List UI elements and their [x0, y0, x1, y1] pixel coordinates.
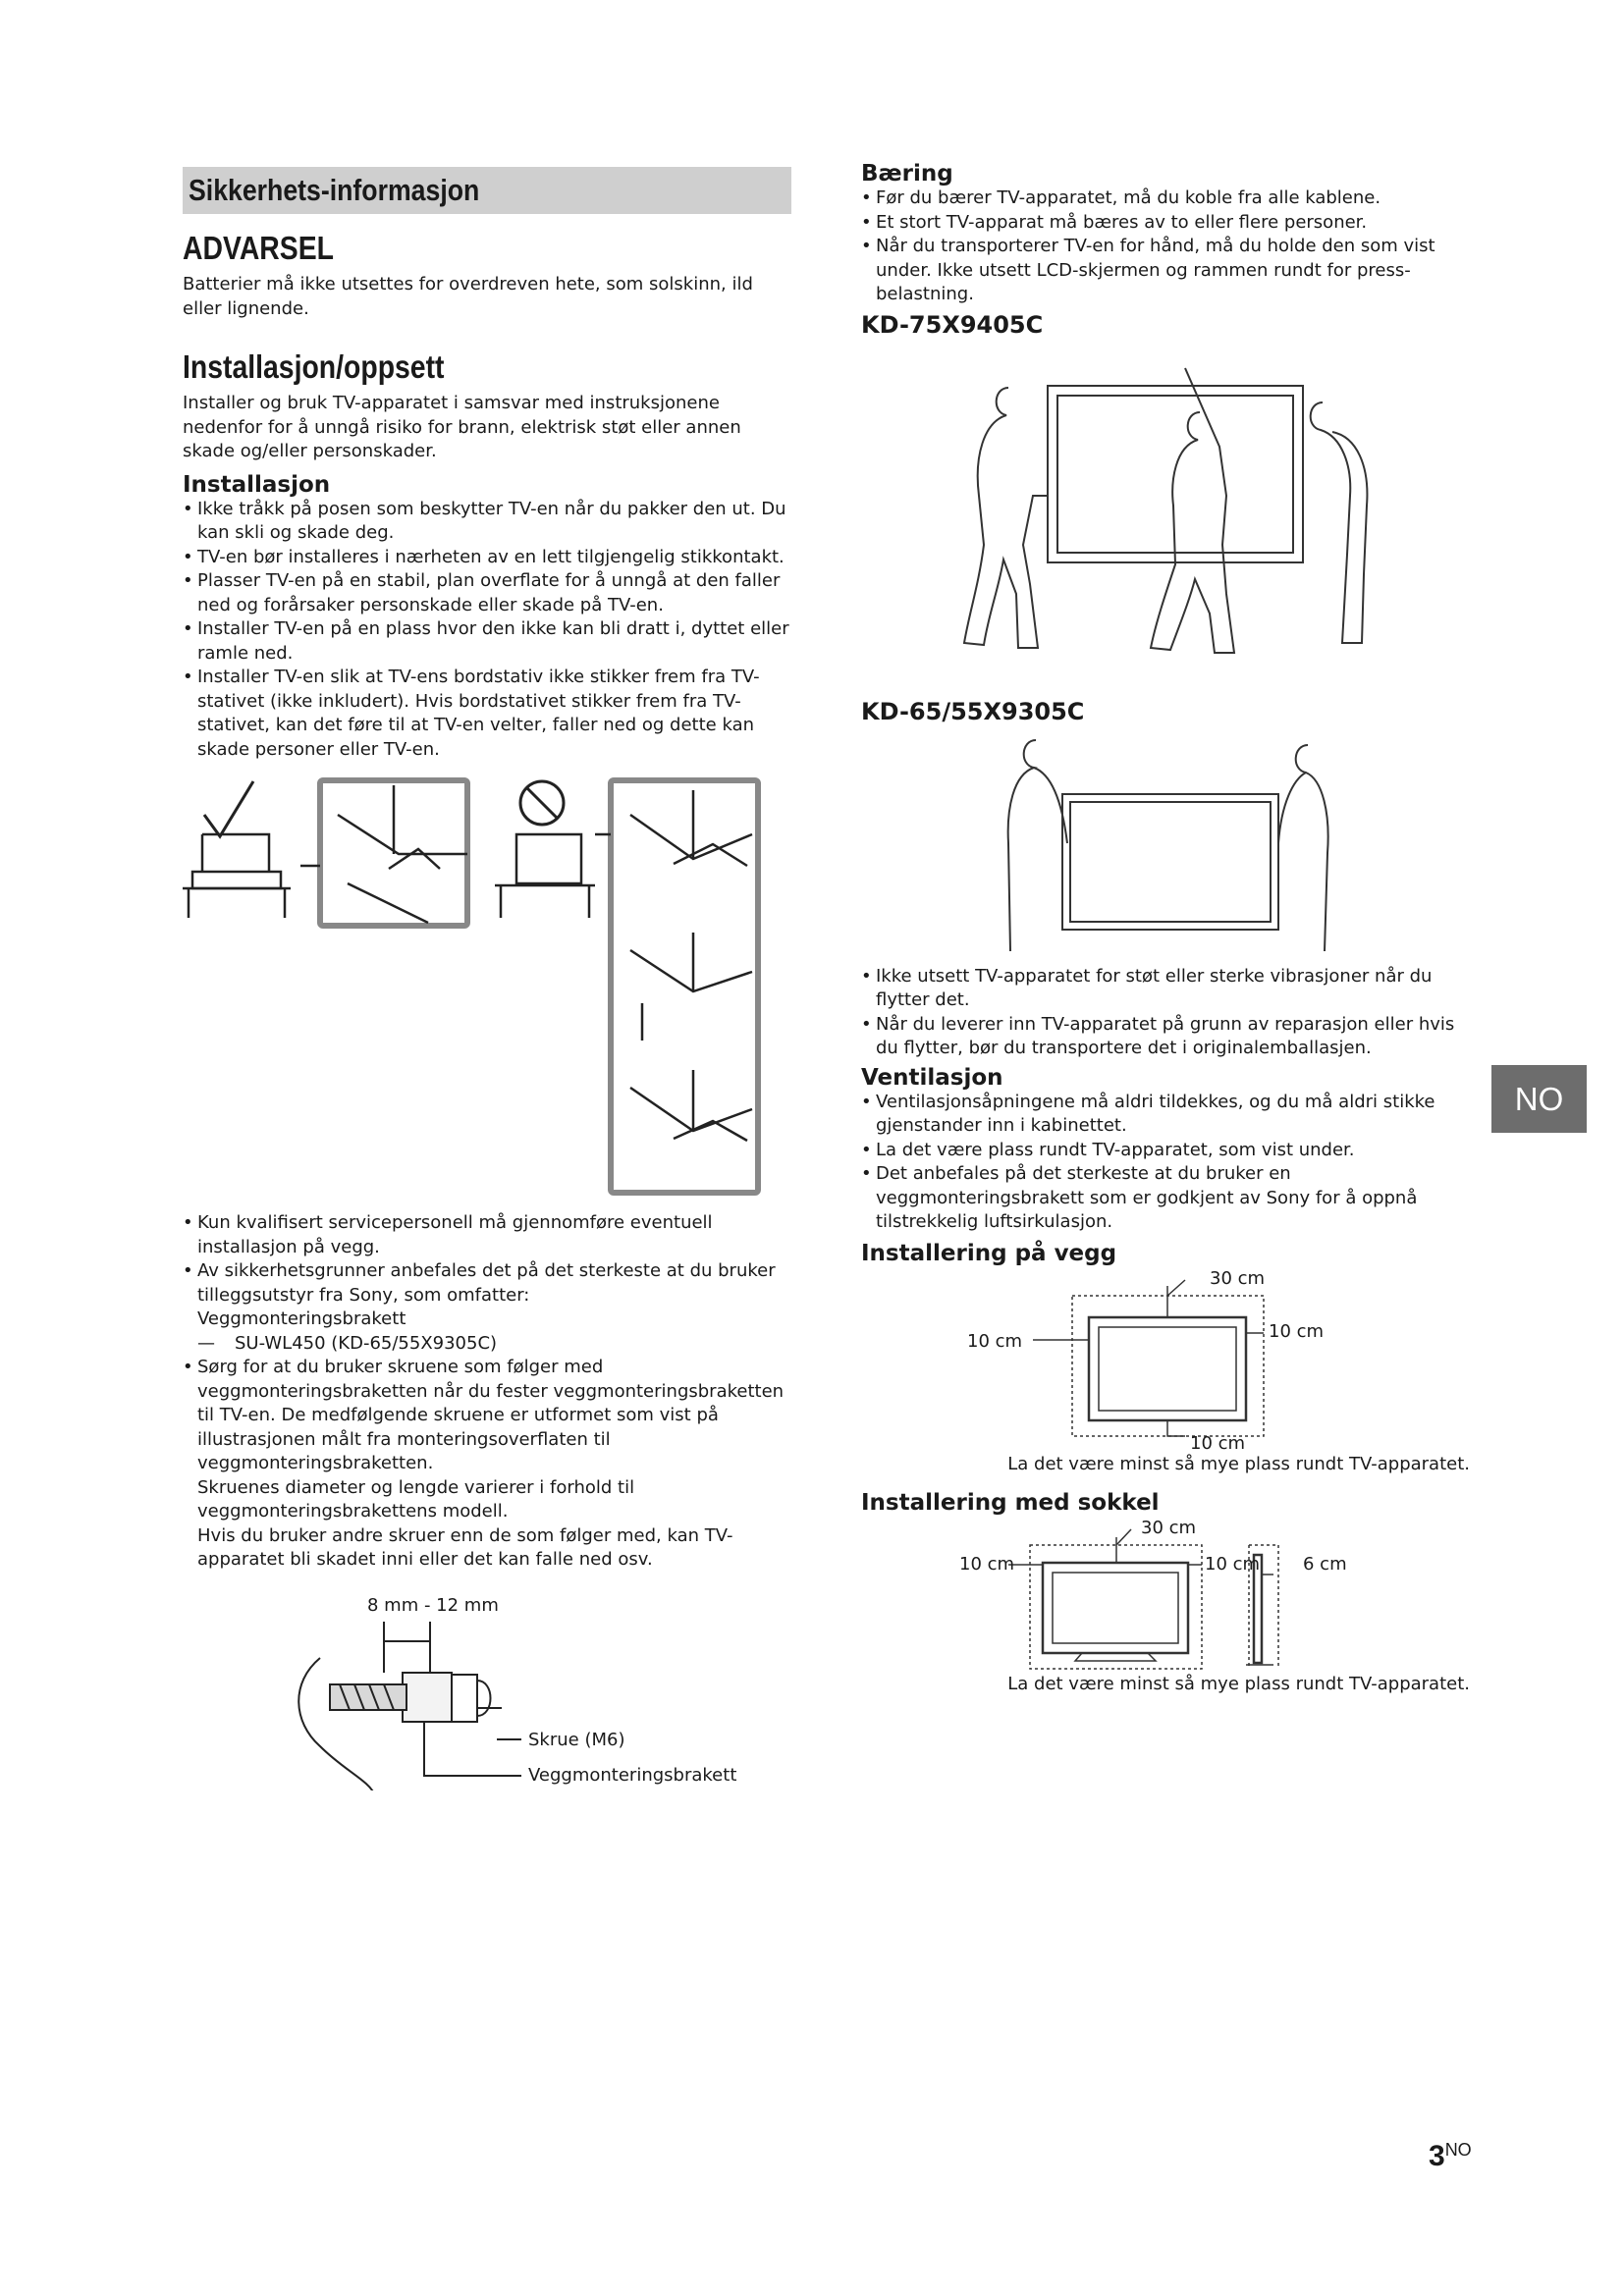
language-tab: NO — [1491, 1065, 1587, 1133]
list-item: • Kun kvalifisert servicepersonell må gjennomføre eventuell installasjon på vegg. — [183, 1211, 791, 1259]
accessory-name: Veggmonteringsbrakett — [197, 1308, 406, 1329]
screws-line-3: Hvis du bruker andre skruer enn de som følger med, kan TV-apparatet bli skadet inni eller det kan falle ned osv. — [197, 1524, 733, 1570]
accessory-model: SU-WL450 (KD-65/55X9305C) — [235, 1332, 498, 1354]
list-item: • Ikke tråkk på posen som beskytter TV-en når du pakker den ut. Du kan skli og skade deg. — [183, 498, 791, 546]
stand-top-label: 30 cm — [1141, 1517, 1197, 1538]
list-item: • Før du bærer TV-apparatet, må du koble fra alle kablene. — [861, 187, 1470, 211]
right-column — [861, 161, 1470, 1696]
stand-right-label: 10 cm — [1205, 1553, 1261, 1575]
model-a-heading: KD-75X9405C — [861, 310, 1044, 339]
wall-top-label: 30 cm — [1210, 1267, 1266, 1289]
page-number-suffix: NO — [1444, 2140, 1472, 2160]
left-column — [183, 167, 791, 1790]
stand-placement-illustration — [183, 775, 772, 1198]
wall-mount-list — [183, 1211, 791, 1308]
install-heading: Installasjon/oppsett — [183, 348, 445, 385]
list-item: • Et stort TV-apparat må bæres av to eller flere personer. — [861, 211, 1470, 236]
list-item: • Sørg for at du bruker skruene som følger med veggmonteringsbraketten når du fester veggmonteringsbraketten til TV-en. De medfølgende skruene er utformet som vist på illustrasjonen målt fra monteringsoverflaten til veggmonteringsbraketten. — [183, 1356, 791, 1476]
screw-illustration — [183, 1584, 772, 1790]
stand-side-label: 6 cm — [1303, 1553, 1347, 1575]
wall-left-label: 10 cm — [967, 1330, 1023, 1352]
screw-dim-label: 8 mm - 12 mm — [367, 1594, 499, 1616]
vent-heading: Ventilasjon — [861, 1064, 1003, 1091]
bracket-label: Veggmonteringsbrakett — [528, 1764, 737, 1786]
screw-label: Skrue (M6) — [528, 1729, 625, 1750]
warning-heading: ADVARSEL — [183, 230, 335, 266]
tv-frame — [1062, 794, 1278, 930]
stand-clearance-diagram — [861, 1516, 1470, 1673]
accessory-dash: — — [197, 1332, 215, 1354]
accessory-model-line — [183, 1332, 791, 1357]
check-icon — [204, 781, 253, 836]
stand-left-label: 10 cm — [959, 1553, 1015, 1575]
carry-list — [861, 965, 1470, 1061]
page-number — [1429, 2140, 1472, 2173]
list-item: • TV-en bør installeres i nærheten av en lett tilgjengelig stikkontakt. — [183, 546, 791, 570]
wall-heading: Installering på vegg — [861, 1240, 1117, 1266]
list-item: • Når du transporterer TV-en for hånd, må du holde den som vist under. Ikke utsett LCD-skjermen og rammen rundt for press-belastning. — [861, 235, 1470, 307]
installasjon-heading: Installasjon — [183, 471, 331, 498]
list-item — [183, 1259, 791, 1308]
page-number-digit: 3 — [1429, 2140, 1445, 2172]
baering-list — [861, 187, 1470, 307]
list-item: • Ikke utsett TV-apparatet for støt eller sterke vibrasjoner når du flytter det. — [861, 965, 1470, 1013]
stand-heading: Installering med sokkel — [861, 1489, 1160, 1516]
tv-on-stand-correct — [183, 834, 291, 918]
model-b-heading: KD-65/55X9305C — [861, 697, 1085, 725]
wall-right-label: 10 cm — [1269, 1320, 1325, 1342]
list-item: • Ventilasjonsåpningene må aldri tildekkes, og du må aldri stikke gjenstander inn i kabinettet. — [861, 1091, 1470, 1139]
list-item: • Installer TV-en på en plass hvor den ikke kan bli dratt i, dyttet eller ramle ned. — [183, 617, 791, 666]
list-item: • Når du leverer inn TV-apparatet på grunn av reparasjon eller hvis du flytter, bør du transportere det i originalemballasjen. — [861, 1013, 1470, 1061]
accessories-text: Av sikkerhetsgrunner anbefales det på det sterkeste at du bruker tilleggsutstyr fra Sony, som omfatter: — [197, 1260, 776, 1306]
carry-medium-tv-illustration — [861, 735, 1470, 951]
prohibited-icon — [520, 781, 564, 825]
section-title: Sikkerhets-informasjon — [189, 173, 480, 207]
list-item: • Plasser TV-en på en stabil, plan overflate for å unngå at den faller ned og forårsaker personskade eller skade på TV-en. — [183, 569, 791, 617]
wall-bottom-label: 10 cm — [1190, 1432, 1246, 1453]
wall-clearance-diagram — [861, 1266, 1470, 1453]
list-item: • Installer TV-en slik at TV-ens bordstativ ikke stikker frem fra TV-stativet (ikke inkludert). Hvis bordstativet stikker frem fra TV-stativet, kan det føre til at TV-en velter, faller ned og dette kan skade personer eller TV-en. — [183, 666, 791, 762]
screws-line-2: Skruenes diameter og lengde varierer i forhold til veggmonteringsbrakettens modell. — [197, 1476, 635, 1522]
carry-large-tv-illustration — [861, 348, 1470, 672]
warning-text: Batterier må ikke utsettes for overdreven hete, som solskinn, ild eller lignende. — [183, 274, 753, 319]
baering-heading: Bæring — [861, 161, 953, 187]
list-item: • La det være plass rundt TV-apparatet, som vist under. — [861, 1139, 1470, 1163]
vent-list — [861, 1091, 1470, 1235]
stand-caption: La det være minst så mye plass rundt TV-apparatet. — [1007, 1673, 1470, 1694]
install-intro: Installer og bruk TV-apparatet i samsvar med instruksjonene nedenfor for å unngå risiko for brann, elektrisk støt eller annen skade og/eller personskader. — [183, 393, 741, 461]
screws-list — [183, 1356, 791, 1476]
wall-caption: La det være minst så mye plass rundt TV-apparatet. — [1007, 1453, 1470, 1474]
installasjon-list — [183, 498, 791, 763]
list-item: • Det anbefales på det sterkeste at du bruker en veggmonteringsbrakett som er godkjent av Sony for å oppnå tilstrekkelig luftsirkulasjon. — [861, 1162, 1470, 1235]
section-title-bar — [183, 167, 791, 214]
tv-on-stand-wrong — [495, 834, 595, 918]
